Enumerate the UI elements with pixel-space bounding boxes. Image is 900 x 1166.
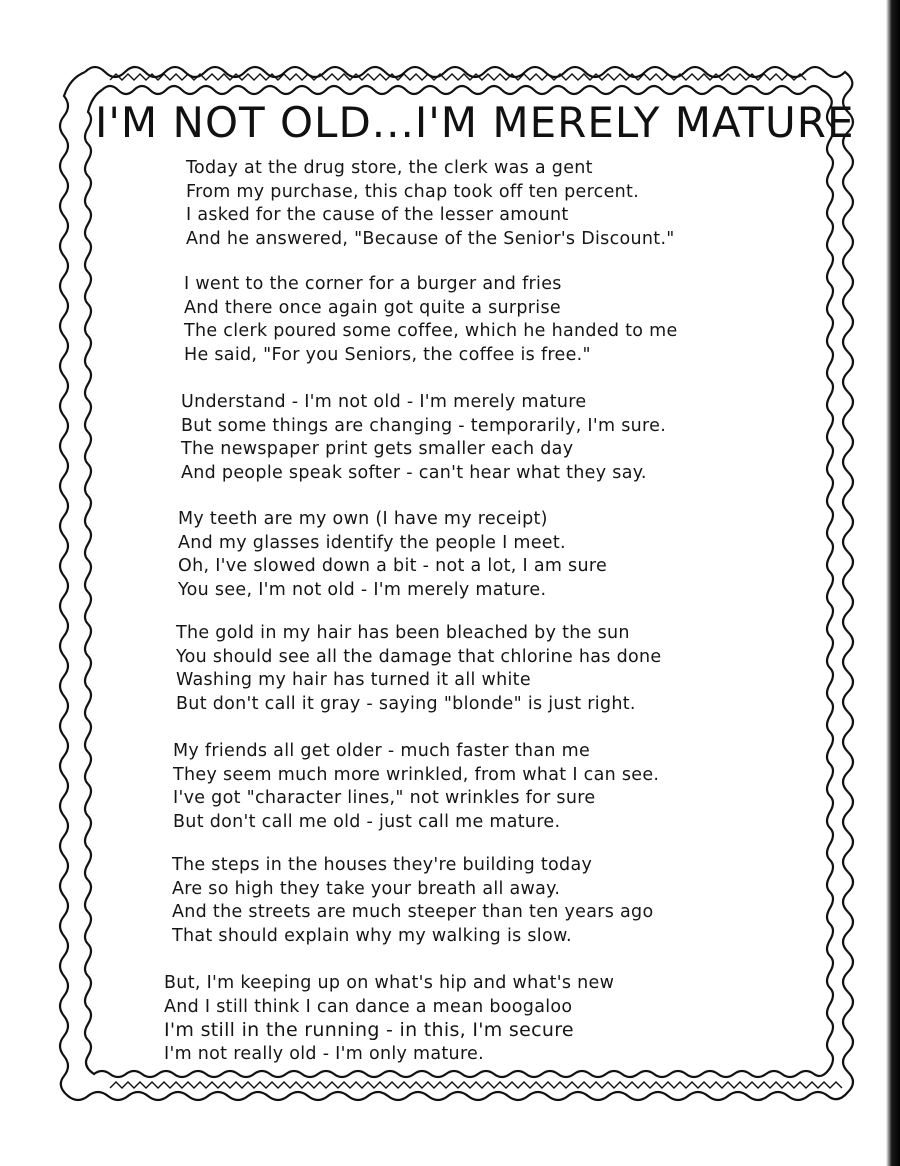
poem-line: I'm not really old - I'm only mature.	[164, 1043, 484, 1064]
poem-line: The clerk poured some coffee, which he handed to me	[184, 321, 678, 341]
poem-line: Are so high they take your breath all away.	[172, 878, 561, 899]
poem-line: And the streets are much steeper than ten years ago	[172, 902, 654, 922]
poem-line: But don't call me old - just call me mature.	[173, 811, 561, 832]
poem-line: But don't call it gray - saying "blonde" is just right.	[176, 693, 636, 714]
poem-line: But, I'm keeping up on what's hip and what's new	[164, 973, 615, 993]
poem-line: And people speak softer - can't hear what they say.	[181, 462, 647, 483]
poem-line: And I still think I can dance a mean boogaloo	[164, 996, 573, 1017]
poem-line: The newspaper print gets smaller each day	[181, 439, 574, 459]
poem-line: I asked for the cause of the lesser amount	[186, 205, 569, 225]
poem-line: That should explain why my walking is slow.	[172, 925, 572, 946]
stanza-7	[172, 854, 653, 948]
poem-line: You see, I'm not old - I'm merely mature.	[178, 579, 547, 600]
poem-line: I've got "character lines," not wrinkles for sure	[173, 788, 596, 808]
poem-line: They seem much more wrinkled, from what I can see.	[173, 764, 660, 785]
poem-title: I'M NOT OLD...I'M MERELY MATURE	[95, 98, 855, 147]
stanza-6	[173, 740, 659, 834]
poem-line: The steps in the houses they're building today	[172, 855, 593, 875]
poem-line: My friends all get older - much faster than me	[173, 741, 591, 761]
poem-line: And there once again got quite a surprise	[184, 297, 561, 318]
stanza-8	[164, 972, 614, 1066]
stanza-5	[176, 622, 661, 716]
poem-line: I'm still in the running - in this, I'm secure	[164, 1019, 574, 1041]
poem-line: You should see all the damage that chlorine has done	[176, 646, 662, 667]
stanza-4	[178, 508, 607, 602]
poem-line: He said, "For you Seniors, the coffee is free."	[184, 344, 591, 365]
poem-line: Oh, I've slowed down a bit - not a lot, I am sure	[178, 556, 608, 576]
poem-line: The gold in my hair has been bleached by the sun	[176, 623, 630, 643]
poem-line: Washing my hair has turned it all white	[176, 670, 531, 690]
poem-line: And he answered, "Because of the Senior's Discount."	[186, 228, 675, 249]
poem-line: Understand - I'm not old - I'm merely mature	[181, 392, 587, 412]
stanza-2	[184, 273, 678, 367]
stanza-1	[186, 157, 675, 251]
poem-line: From my purchase, this chap took off ten percent.	[186, 181, 640, 202]
poem-line: But some things are changing - temporarily, I'm sure.	[181, 415, 667, 436]
poem-line: My teeth are my own (I have my receipt)	[178, 509, 548, 529]
stanza-3	[181, 391, 666, 485]
poem-line: Today at the drug store, the clerk was a gent	[186, 158, 593, 178]
poem-line: And my glasses identify the people I meet.	[178, 532, 566, 553]
poem-line: I went to the corner for a burger and fries	[184, 274, 562, 294]
